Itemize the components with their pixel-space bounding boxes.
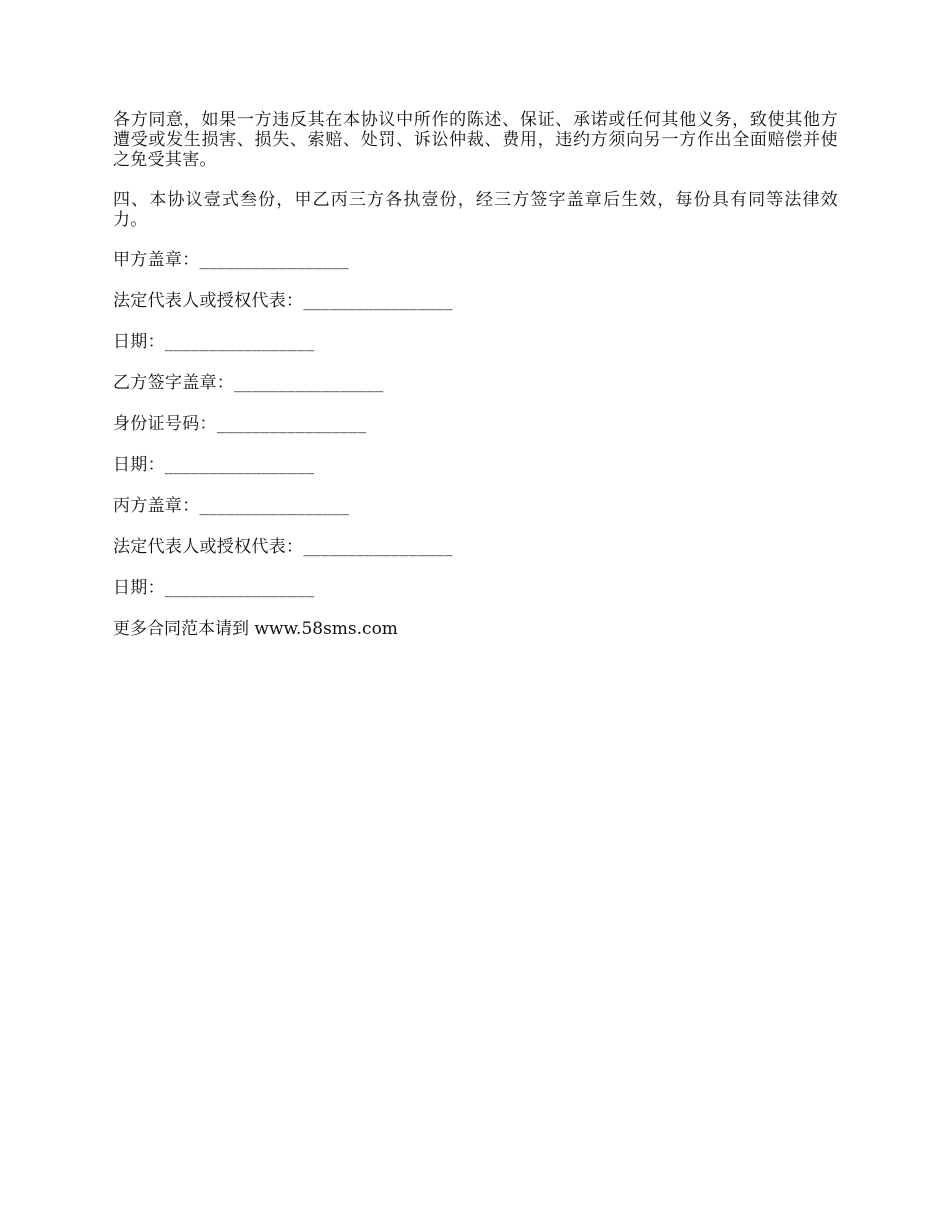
party-a-representative-blank: _________________ <box>303 291 453 311</box>
indemnity-paragraph: 各方同意，如果一方违反其在本协议中所作的陈述、保证、承诺或任何其他义务，致使其他方遭受或发生损害、损失、索赔、处罚、诉讼仲裁、费用，违约方须向另一方作出全面赔偿并使之免受其害。 <box>113 110 838 170</box>
party-c-seal-line <box>113 496 838 516</box>
copies-clause-paragraph: 四、本协议壹式叁份，甲乙丙三方各执壹份，经三方签字盖章后生效，每份具有同等法律效力。 <box>113 190 838 230</box>
party-a-seal-blank: _________________ <box>199 250 350 270</box>
party-b-signature-line <box>113 373 838 393</box>
party-b-date-line <box>113 455 838 475</box>
party-b-id-number-line <box>113 414 838 434</box>
party-c-seal-label: 丙方盖章： <box>113 496 200 516</box>
party-a-date-blank: _________________ <box>164 332 315 352</box>
party-c-representative-blank: _________________ <box>303 537 453 557</box>
party-b-id-number-blank: _________________ <box>216 414 367 434</box>
party-b-date-label: 日期： <box>113 455 165 475</box>
party-b-id-number-label: 身份证号码： <box>113 414 217 434</box>
party-a-date-label: 日期： <box>113 332 165 352</box>
party-a-seal-label: 甲方盖章： <box>113 250 200 270</box>
document-page <box>113 110 838 639</box>
party-c-date-label: 日期： <box>113 578 165 598</box>
party-c-date-line <box>113 578 838 598</box>
party-c-representative-label: 法定代表人或授权代表： <box>113 537 304 557</box>
party-b-signature-label: 乙方签字盖章： <box>113 373 235 393</box>
party-a-representative-line <box>113 291 838 311</box>
party-a-seal-line <box>113 250 838 270</box>
party-c-date-blank: _________________ <box>164 578 315 598</box>
party-a-representative-label: 法定代表人或授权代表： <box>113 291 304 311</box>
party-a-date-line <box>113 332 838 352</box>
footer-source-note: 更多合同范本请到 www.58sms.com <box>113 619 398 639</box>
party-b-signature-blank: _________________ <box>234 373 384 393</box>
party-b-date-blank: _________________ <box>164 455 315 475</box>
party-c-representative-line <box>113 537 838 557</box>
party-c-seal-blank: _________________ <box>199 496 350 516</box>
